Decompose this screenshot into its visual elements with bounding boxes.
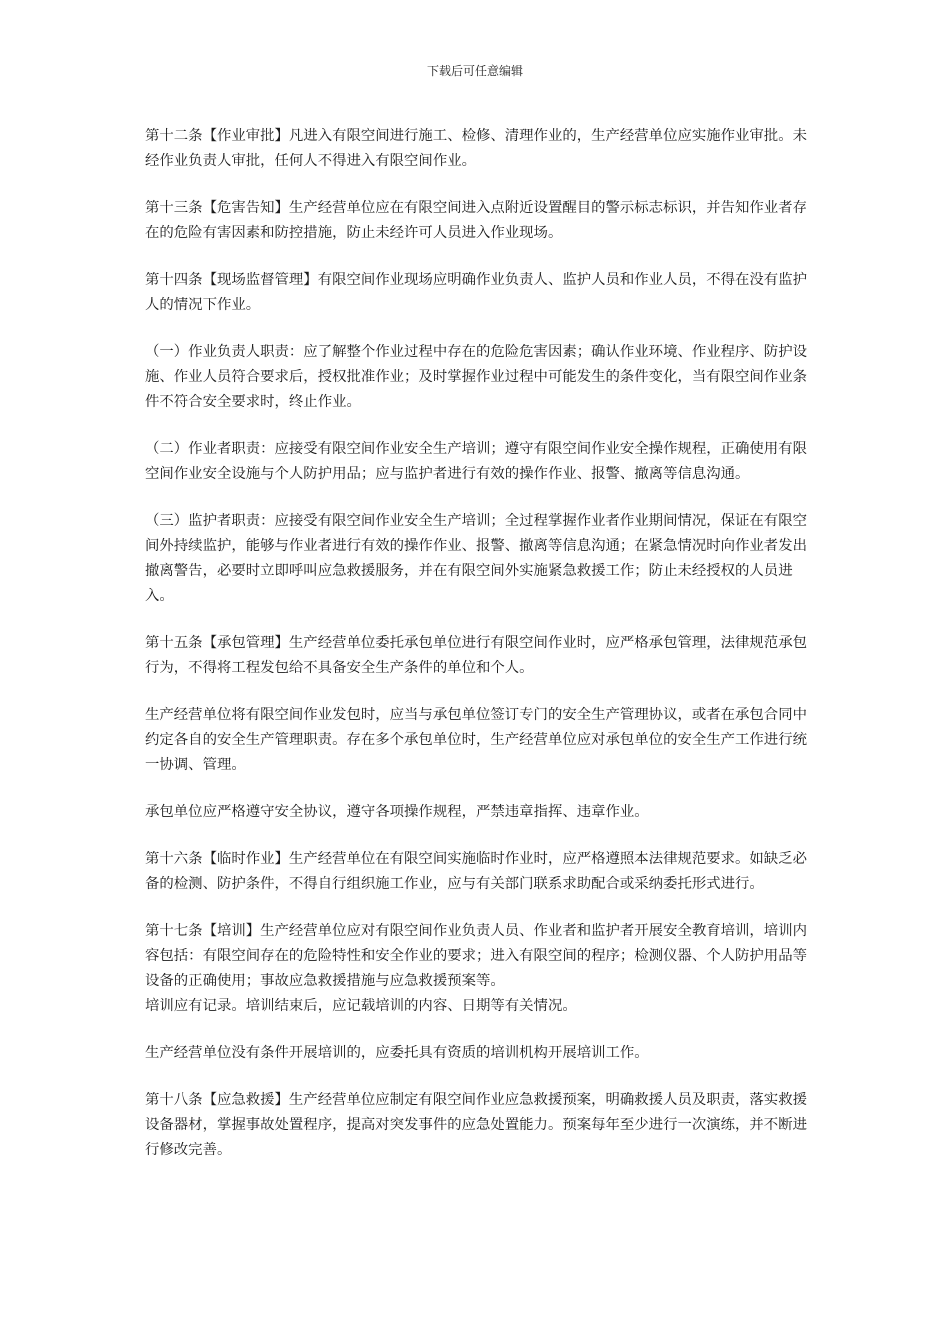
article-16: 第十六条【临时作业】生产经营单位在有限空间实施临时作业时，应严格遵照本法律规范要求。如缺乏必备的检测、防护条件，不得自行组织施工作业，应与有关部门联系求助配合或采纳委托形式进行。 (145, 851, 807, 892)
article-12: 第十二条【作业审批】凡进入有限空间进行施工、检修、清理作业的，生产经营单位应实施作业审批。未经作业负责人审批，任何人不得进入有限空间作业。 (145, 128, 807, 169)
article-14: 第十四条【现场监督管理】有限空间作业现场应明确作业负责人、监护人员和作业人员，不得在没有监护人的情况下作业。 (145, 272, 807, 313)
article-15-para-2: 生产经营单位将有限空间作业发包时，应当与承包单位签订专门的安全生产管理协议，或者在承包合同中约定各自的安全生产管理职责。存在多个承包单位时，生产经营单位应对承包单位的安全生产工作进行统一协调、管理。 (145, 707, 807, 773)
article-13: 第十三条【危害告知】生产经营单位应在有限空间进入点附近设置醒目的警示标志标识，并告知作业者存在的危险有害因素和防控措施，防止未经许可人员进入作业现场。 (145, 200, 807, 241)
article-14-item-1: （一）作业负责人职责：应了解整个作业过程中存在的危险危害因素；确认作业环境、作业程序、防护设施、作业人员符合要求后，授权批准作业；及时掌握作业过程中可能发生的条件变化，当有限空间作业条件不符合安全要求时，终止作业。 (145, 344, 807, 410)
article-15-para-3: 承包单位应严格遵守安全协议，遵守各项操作规程，严禁违章指挥、违章作业。 (145, 804, 649, 820)
article-14-item-3: （三）监护者职责：应接受有限空间作业安全生产培训；全过程掌握作业者作业期间情况，保证在有限空间外持续监护，能够与作业者进行有效的操作作业、报警、撤离等信息沟通；在紧急情况时向作业者发出撤离警告，必要时立即呼叫应急救援服务，并在有限空间外实施紧急救援工作；防止未经授权的人员进入。 (145, 513, 807, 604)
article-17-record: 培训应有记录。培训结束后，应记载培训的内容、日期等有关情况。 (145, 998, 577, 1014)
article-17: 第十七条【培训】生产经营单位应对有限空间作业负责人员、作业者和监护者开展安全教育培训，培训内容包括：有限空间存在的危险特性和安全作业的要求；进入有限空间的程序；检测仪器、个人防护用品等设备的正确使用；事故应急救援措施与应急救援预案等。 (145, 923, 807, 989)
article-15: 第十五条【承包管理】生产经营单位委托承包单位进行有限空间作业时，应严格承包管理，法律规范承包行为，不得将工程发包给不具备安全生产条件的单位和个人。 (145, 635, 807, 676)
article-17-para-3: 生产经营单位没有条件开展培训的，应委托具有资质的培训机构开展培训工作。 (145, 1045, 649, 1061)
article-14-item-2: （二）作业者职责：应接受有限空间作业安全生产培训；遵守有限空间作业安全操作规程，正确使用有限空间作业安全设施与个人防护用品；应与监护者进行有效的操作作业、报警、撤离等信息沟通。 (145, 441, 807, 482)
document-body (145, 124, 815, 1185)
article-18: 第十八条【应急救援】生产经营单位应制定有限空间作业应急救援预案，明确救援人员及职责，落实救援设备器材，掌握事故处置程序，提高对突发事件的应急处置能力。预案每年至少进行一次演练，并不断进行修改完善。 (145, 1092, 807, 1158)
page-header: 下载后可任意编辑 (426, 64, 523, 78)
